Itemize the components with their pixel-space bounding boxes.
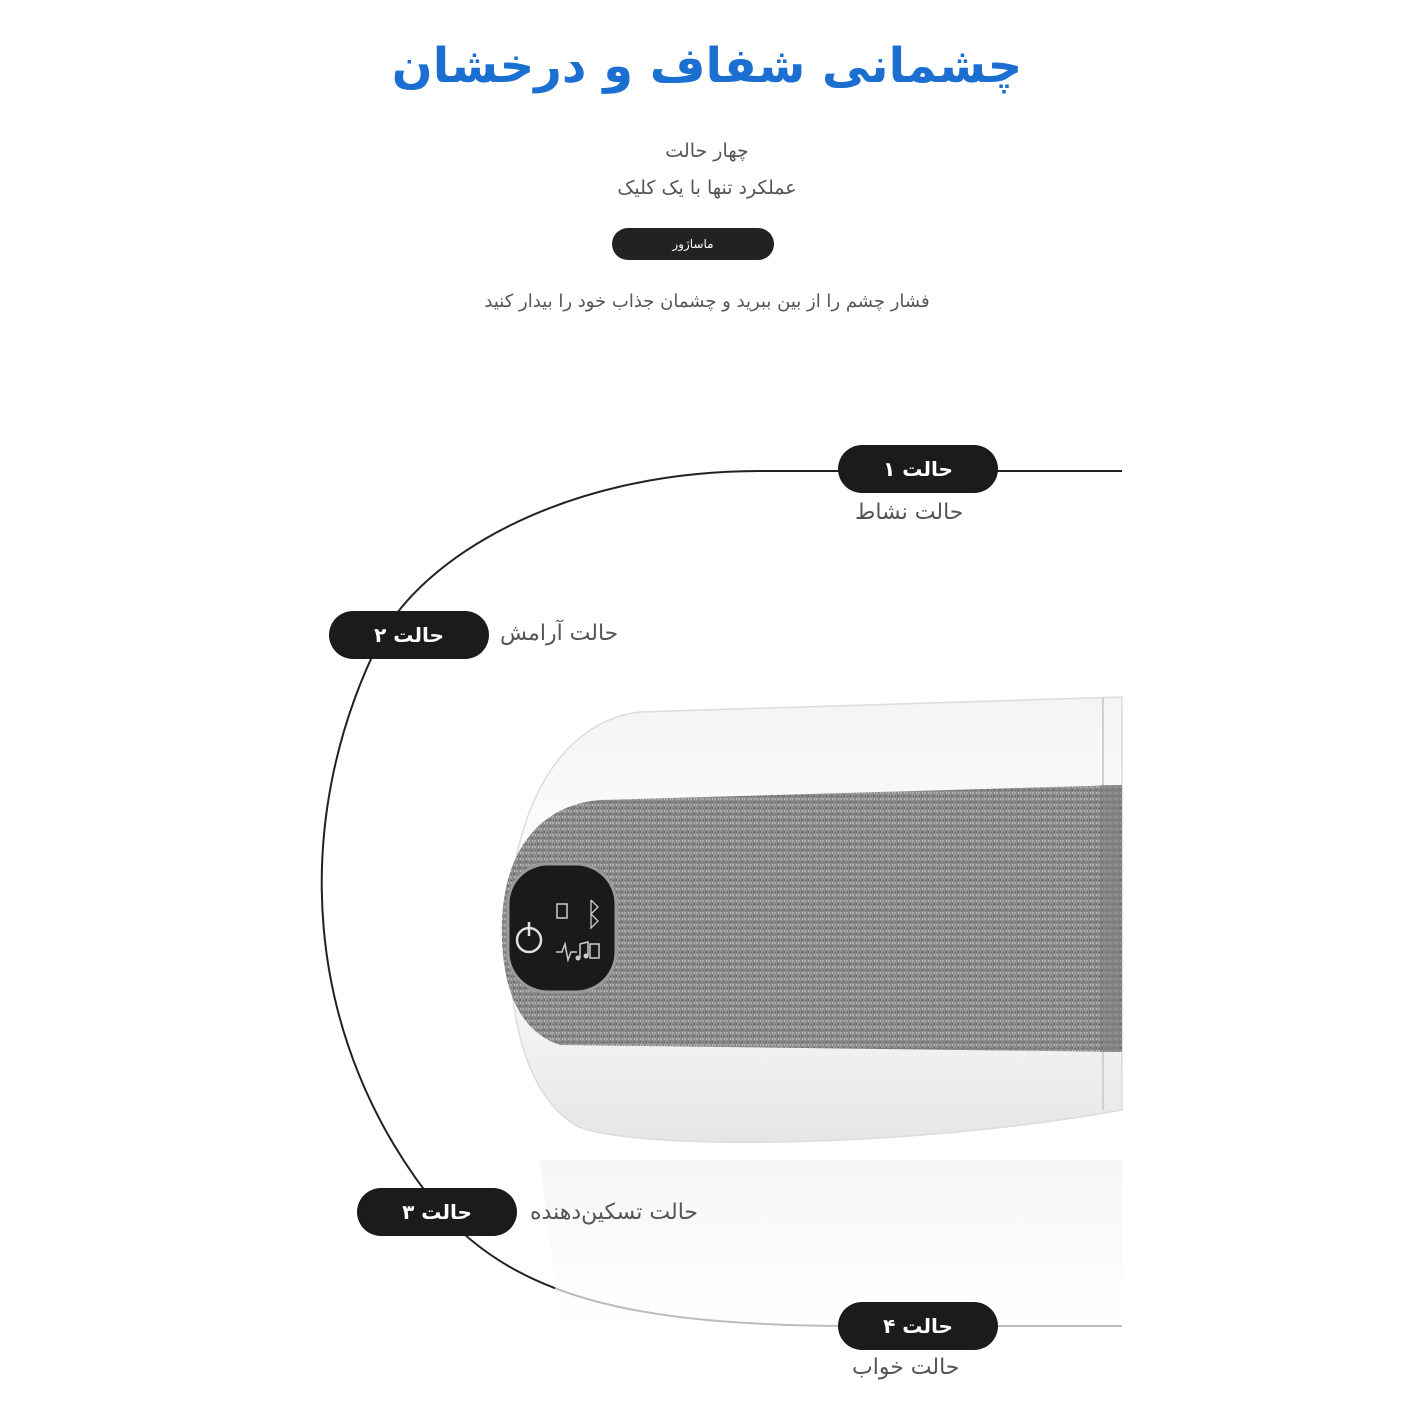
mode-1-description: حالت نشاط [855,500,964,525]
mode-1-pill: حالت ۱ [838,445,998,493]
eye-massager-device [502,697,1122,1142]
subtitle-line-2: عملکرد تنها با یک کلیک [617,177,797,199]
page-title: چشمانی شفاف و درخشان [391,38,1023,94]
mode-4-description: حالت خواب [852,1355,960,1380]
mode-2-pill: حالت ۲ [329,611,489,659]
brand-badge: ماساژور [612,228,774,260]
mode-3-description: حالت تسکین‌دهنده [530,1200,698,1225]
mode-4-pill: حالت ۴ [838,1302,998,1350]
tagline: فشار چشم را از بین ببرید و چشمان جذاب خود را بیدار کنید [484,291,930,312]
subtitle-line-1: چهار حالت [665,140,749,162]
mode-2-description: حالت آرامش [500,621,619,646]
mode-3-pill: حالت ۳ [357,1188,517,1236]
